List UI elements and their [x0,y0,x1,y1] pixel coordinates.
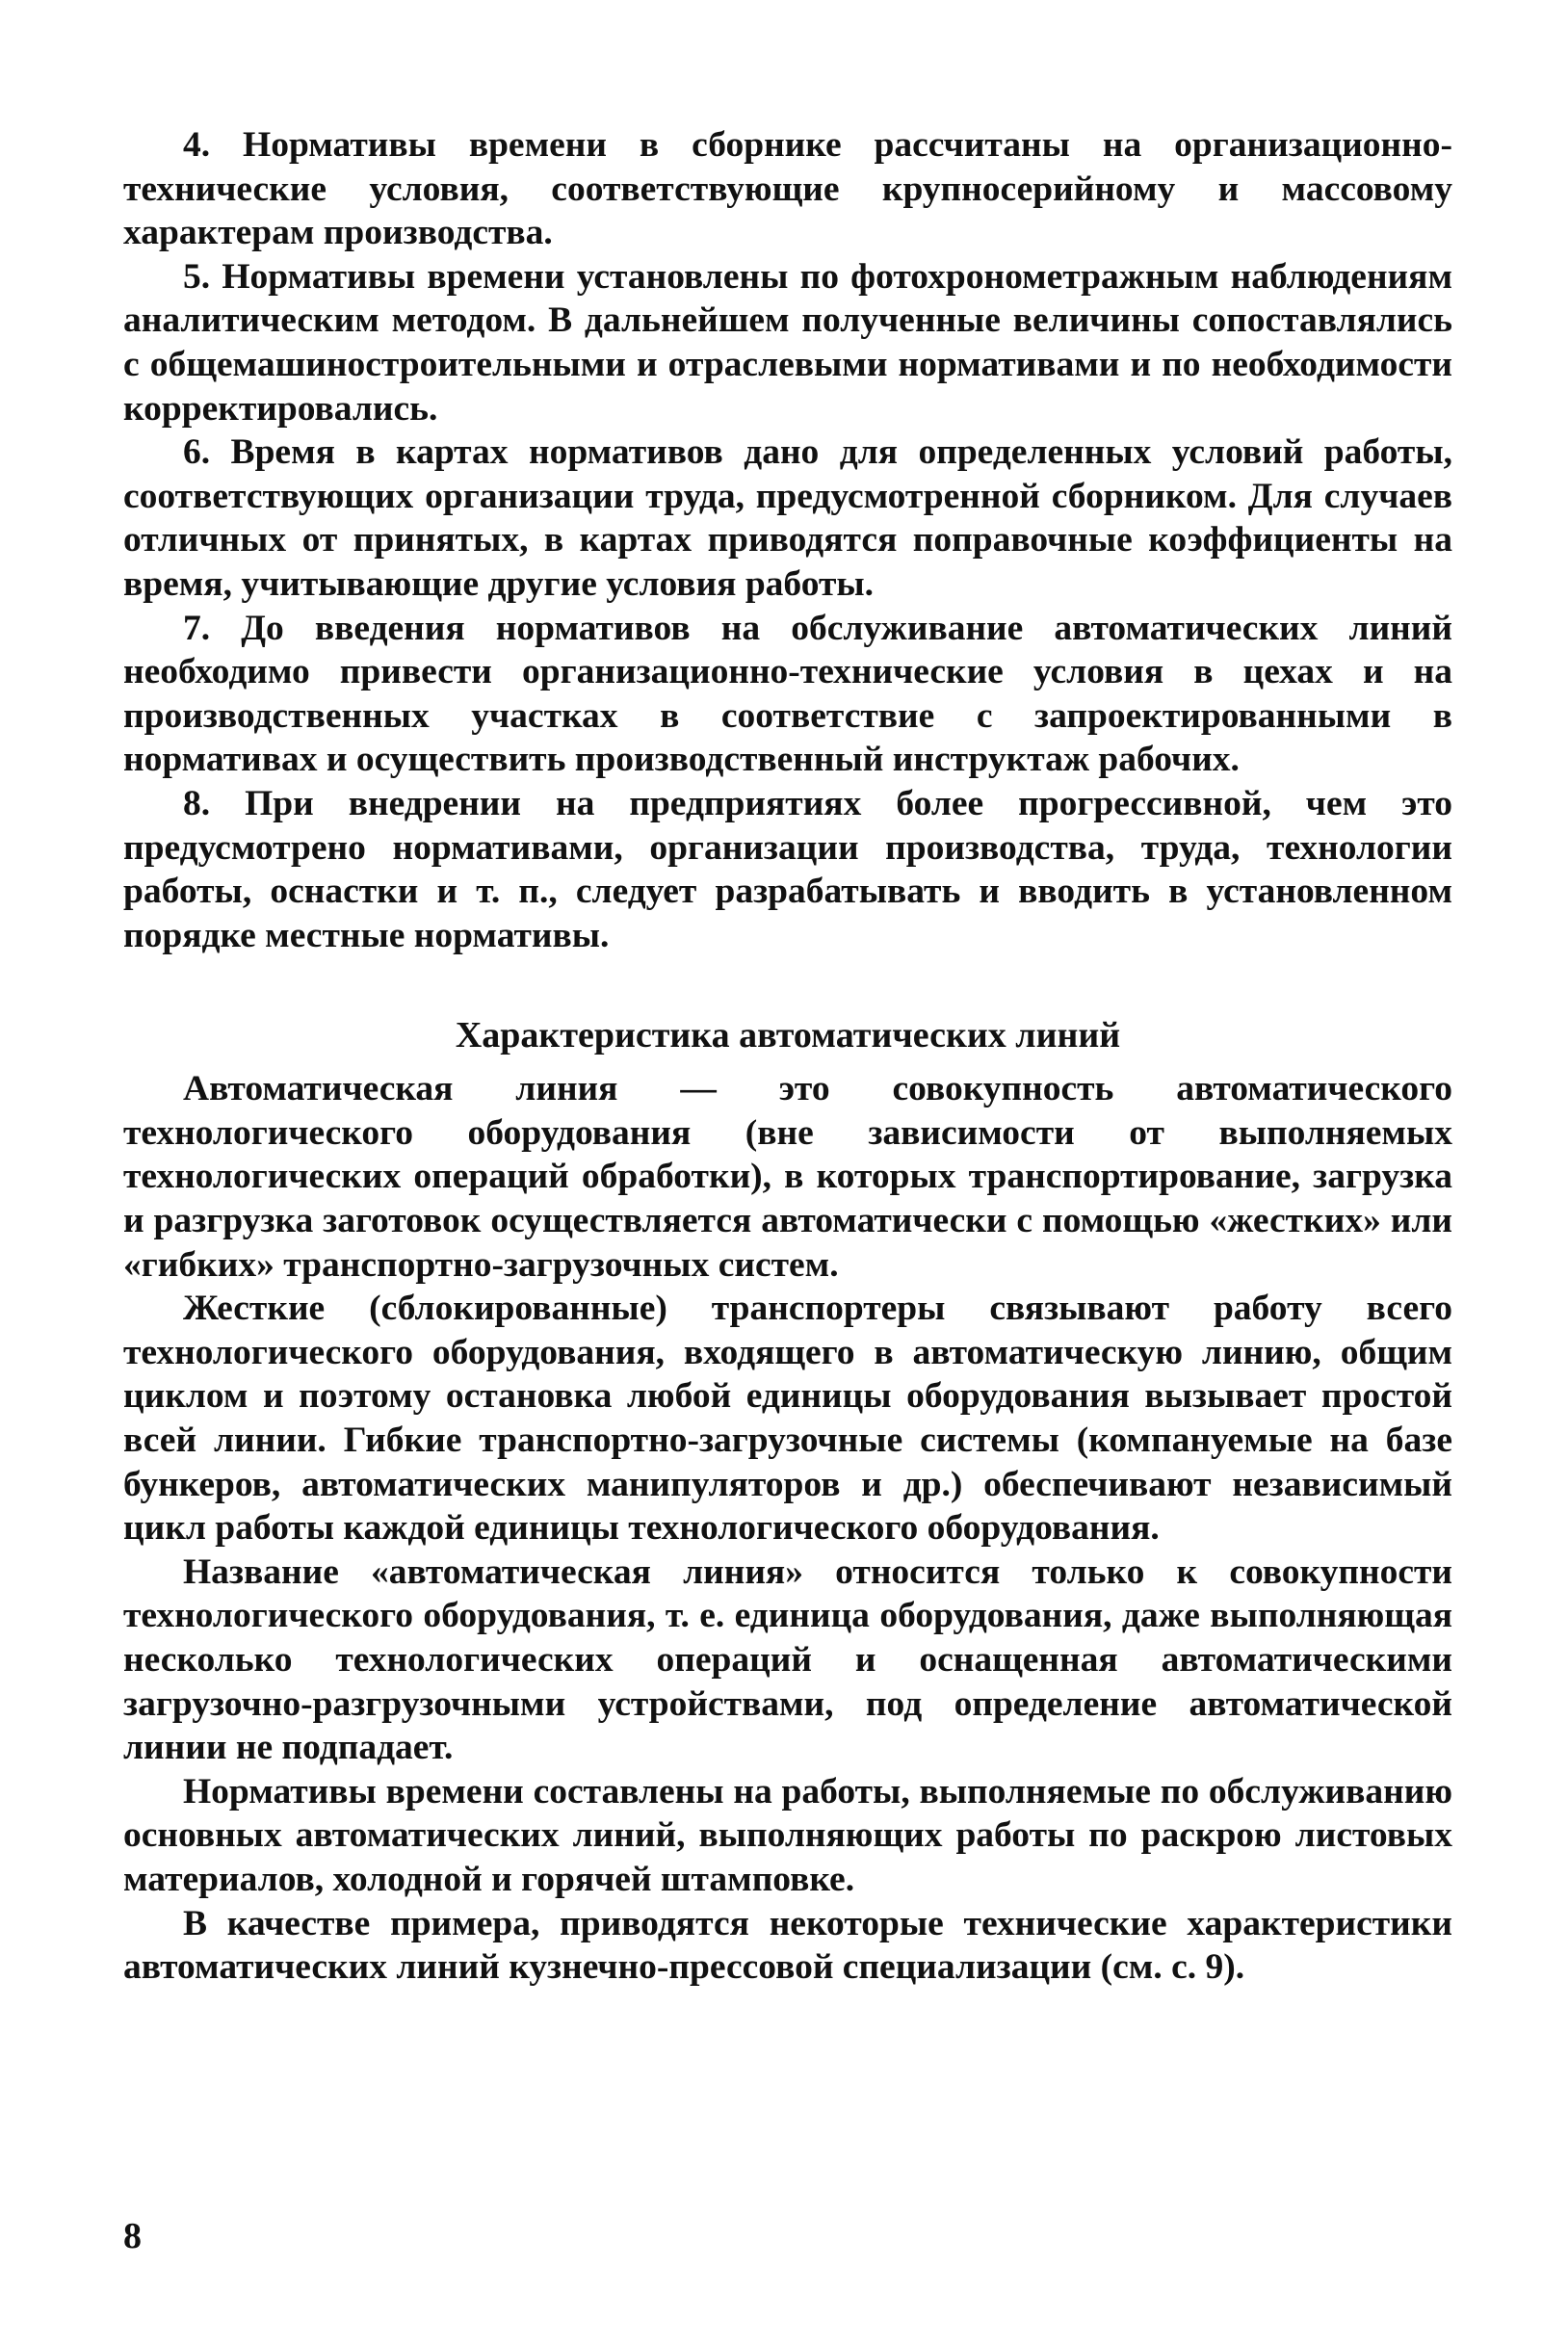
section-paragraph-norms-scope: Нормативы времени составлены на работы, выполняемые по обслуживанию основных автоматических линий, выполняющих работы по раскрою листовых материалов, холодной и горячей штамповке. [123,1771,1452,1899]
section-paragraph-rigid-transporters: Жесткие (сблокированные) транспортеры связывают работу всего технологического оборудования, входящего в автоматическую линию, общим циклом и поэтому остановка любой единицы оборудования вызывает простой всей линии. Гибкие транспортно-загрузочные системы (компануемые на базе бункеров, автоматических манипуляторов и др.) обеспечивают независимый цикл работы каждой единицы технологического оборудования. [123,1289,1452,1549]
numbered-item-6: 6. Время в картах нормативов дано для определенных условий работы, соответствующих организации труда, предусмотренной сборником. Для случаев отличных от принятых, в картах приводятся поправочные коэффициенты на время, учитывающие другие условия работы. [123,432,1452,604]
numbered-item-7: 7. До введения нормативов на обслуживание автоматических линий необходимо привести организационно-технические условия в цехах и на производственных участках в соответствие с запроектированными в нормативах и осуществить производственный инструктаж рабочих. [123,608,1452,780]
numbered-item-8: 8. При внедрении на предприятиях более прогрессивной, чем это предусмотрено нормативами, организации производства, труда, технологии работы, оснастки и т. п., следует разрабатывать и вводить в установленном порядке местные нормативы. [123,783,1452,955]
numbered-item-5: 5. Нормативы времени установлены по фотохронометражным наблюдениям аналитическим методом. В дальнейшем полученные величины сопоставлялись с общемашиностроительными и отраслевыми нормативами и по необходимости корректировались. [123,256,1452,429]
numbered-item-4: 4. Нормативы времени в сборнике рассчитаны на организационно-технические условия, соответствующие крупносерийному и массовому характерам производства. [123,125,1452,253]
section-paragraph-naming: Название «автоматическая линия» относится только к совокупности технологического оборудования, т. е. единица оборудования, даже выполняющая несколько технологических операций и оснащенная автоматическими загрузочно-разгрузочными устройствами, под определение автоматической линии не подпадает. [123,1551,1452,1768]
section-paragraph-example: В качестве примера, приводятся некоторые технические характеристики автоматических линий кузнечно-прессовой специализации (см. с. 9). [123,1903,1452,1988]
page-number: 8 [123,2216,142,2256]
document-page [123,123,1452,1990]
section-paragraph-definition: Автоматическая линия — это совокупность автоматического технологического оборудования (вне зависимости от выполняемых технологических операций обработки), в которых транспортирование, загрузка и разгрузка заготовок осуществляется автоматически с помощью «жестких» или «гибких» транспортно-загрузочных систем. [123,1069,1452,1285]
section-heading: Характеристика автоматических линий [455,1015,1121,1056]
